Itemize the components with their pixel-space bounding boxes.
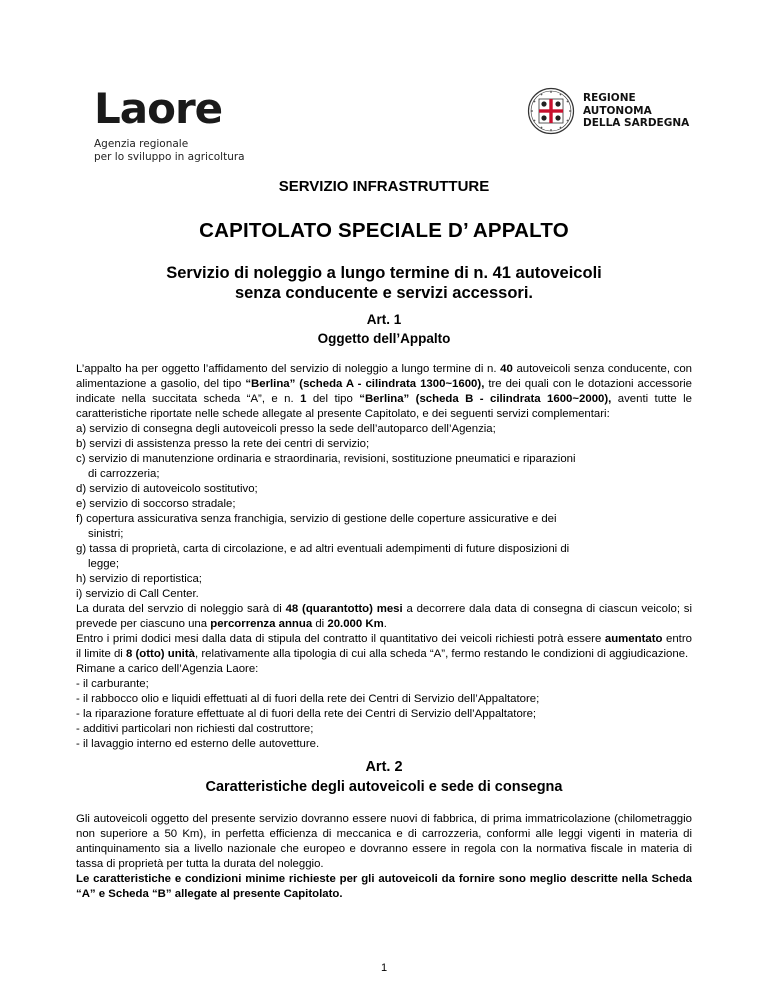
text-run-bold: percorrenza annua <box>210 618 313 630</box>
list-item: i) servizio di Call Center. <box>76 588 199 600</box>
charge-item: - la riparazione forature effettuate al di fuori della rete dei Centri di Servizio dell’Appaltatore; <box>76 708 537 720</box>
text-run: La durata del servzio di noleggio sarà di <box>76 603 286 615</box>
text-run: a decorrere dala data di consegna di ciascun veicolo; si prevede per ciascuno una <box>76 603 693 630</box>
text-run-bold: “Berlina” (scheda B - cilindrata 1600~2000), <box>359 393 612 405</box>
list-item: h) servizio di reportistica; <box>76 573 202 585</box>
art1-paragraph-duration <box>76 602 692 632</box>
sardinia-coat-of-arms-icon <box>527 87 575 135</box>
charge-item: - additivi particolari non richiesti dal costruttore; <box>76 723 314 735</box>
charge-item: - il rabbocco olio e liquidi effettuati al di fuori della rete dei Centri di Servizio dell’Appaltatore; <box>76 693 540 705</box>
list-item-continuation: di carrozzeria; <box>88 468 160 480</box>
laore-logo <box>94 84 245 164</box>
text-run-bold: 1 <box>300 393 307 405</box>
region-name-line-3: DELLA SARDEGNA <box>583 117 690 130</box>
subject-line-1: Servizio di noleggio a lungo termine di n. 41 autoveicoli <box>166 264 602 282</box>
text-run: , relativamente alla tipologia di cui alla scheda “A”, fermo restando le condizioni di aggiudicazione. <box>194 648 689 660</box>
art2-paragraph-2: Le caratteristiche e condizioni minime richieste per gli autoveicoli da fornire sono meglio descritte nella Scheda “A” e Scheda “B” allegate al presente Capitolato. <box>76 873 692 900</box>
art2-paragraph-1: Gli autoveicoli oggetto del presente servizio dovranno essere nuovi di fabbrica, di prima immatricolazione (chilometraggio non superiore a 50 Km), in perfetta efficienza di meccanica e di carrozzeria, conformi alle leggi vigenti in materia di antinquinamento sia a livello nazionale che europeo e dovranno essere in regola con la normativa fiscale in materia di tassa di proprietà per tutta la durata del noleggio. <box>76 813 692 870</box>
art1-paragraph-1 <box>76 362 692 422</box>
text-run: tre dei quali con le dotazioni accessorie indicate nella succitata scheda “A”, e n. <box>76 378 693 405</box>
list-item: c) servizio di manutenzione ordinaria e straordinaria, revisioni, sostituzione pneumatici e riparazioni <box>76 453 576 465</box>
charge-item: - il carburante; <box>76 678 149 690</box>
list-item: e) servizio di soccorso stradale; <box>76 498 236 510</box>
region-name-line-1: REGIONE <box>583 92 636 105</box>
text-run-bold: 48 (quarantotto) mesi <box>285 603 403 615</box>
text-run-bold: aumentato <box>604 633 663 645</box>
art1-body <box>76 362 692 752</box>
text-run-bold: 20.000 Km <box>327 618 384 630</box>
text-run: entro il limite di <box>76 633 692 660</box>
art1-charges-intro: Rimane a carico dell’Agenzia Laore: <box>76 663 259 675</box>
service-heading: SERVIZIO INFRASTRUTTURE <box>278 178 490 195</box>
text-run: aventi tutte le caratteristiche riportate nelle schede allegate al presente Capitolato, e dei seguenti servizi complementari: <box>76 393 692 420</box>
art1-number: Art. 1 <box>366 312 402 327</box>
list-item-continuation: legge; <box>88 558 120 570</box>
region-name <box>583 92 689 130</box>
list-item: f) copertura assicurativa senza franchigia, servizio di gestione delle coperture assicurative e dei <box>76 513 557 525</box>
page-number: 1 <box>380 962 388 974</box>
text-run-bold: 8 (otto) unità <box>126 648 195 660</box>
text-run-bold: “Berlina” (scheda A - cilindrata 1300~1600), <box>245 378 485 390</box>
laore-subtitle-line-1: Agenzia regionale <box>94 138 189 150</box>
list-item: b) servizi di assistenza presso la rete dei centri di servizio; <box>76 438 370 450</box>
laore-subtitle <box>94 138 245 164</box>
list-item: g) tassa di proprietà, carta di circolazione, e ad altri eventuali adempimenti di future disposizioni di <box>76 543 570 555</box>
text-run-bold: 40 <box>500 363 513 375</box>
text-run: Entro i primi dodici mesi dalla data di stipula del contratto il quantitativo dei veicoli richiesti potrà essere <box>76 633 605 645</box>
laore-wordmark: Laore <box>94 84 223 133</box>
list-item: a) servizio di consegna degli autoveicoli presso la sede dell’autoparco dell’Agenzia; <box>76 423 496 435</box>
text-run: . <box>383 618 387 630</box>
art2-title: Caratteristiche degli autoveicoli e sede di consegna <box>205 779 563 795</box>
document-subject <box>0 263 768 303</box>
list-item: d) servizio di autoveicolo sostitutivo; <box>76 483 258 495</box>
art2-body <box>76 812 692 902</box>
document-title: CAPITOLATO SPECIALE D’ APPALTO <box>199 219 569 242</box>
charge-item: - il lavaggio interno ed esterno delle autovetture. <box>76 738 320 750</box>
art1-title: Oggetto dell’Appalto <box>317 331 451 346</box>
text-run: autoveicoli senza conducente, con alimentazione a gasolio, del tipo <box>76 363 692 390</box>
subject-line-2: senza conducente e servizi accessori. <box>234 284 534 302</box>
text-run: L’appalto ha per oggetto l’affidamento del servizio di noleggio a lungo termine di n. <box>76 363 501 375</box>
list-item-continuation: sinistri; <box>88 528 124 540</box>
laore-subtitle-line-2: per lo sviluppo in agricoltura <box>94 151 245 163</box>
text-run: di <box>312 618 328 630</box>
region-name-line-2: AUTONOMA <box>583 104 652 117</box>
art1-paragraph-increase <box>76 632 692 662</box>
region-logo <box>527 87 689 135</box>
art2-number: Art. 2 <box>365 759 403 775</box>
text-run: del tipo <box>306 393 360 405</box>
